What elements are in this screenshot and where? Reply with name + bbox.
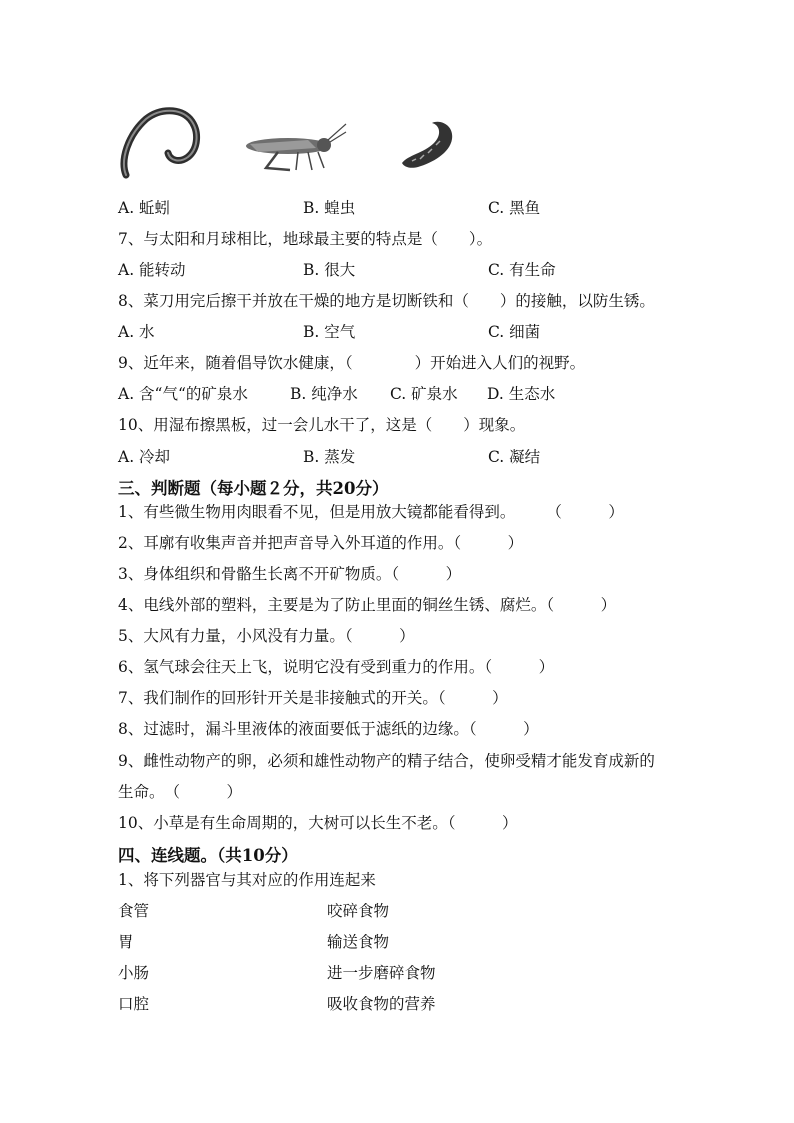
q9-option-d[interactable]: D. 生态水 — [487, 385, 556, 403]
question-9: 9、近年来，随着倡导饮水健康，（ ）开始进入人们的视野。 — [118, 354, 586, 372]
q7-option-c[interactable]: C. 有生命 — [488, 261, 556, 279]
q8-option-b[interactable]: B. 空气 — [303, 323, 356, 341]
matching-instruction: 1、将下列器官与其对应的作用连起来 — [118, 871, 376, 889]
q9-option-c[interactable]: C. 矿泉水 — [390, 385, 458, 403]
q10-option-c[interactable]: C. 凝结 — [488, 448, 541, 466]
judge-item-2: 2、耳廓有收集声音并把声音导入外耳道的作用。（ ） — [118, 534, 524, 552]
section-4-title: 四、连线题。（共10分） — [118, 846, 298, 865]
judge-item-7: 7、我们制作的回形针开关是非接触式的开关。（ ） — [118, 689, 508, 707]
judge-item-9-continued: 生命。 （ ） — [118, 783, 243, 801]
q8-option-c[interactable]: C. 细菌 — [488, 323, 541, 341]
judge-item-8: 8、过滤时，漏斗里液体的液面要低于滤纸的边缘。（ ） — [118, 720, 539, 738]
q7-option-a[interactable]: A. 能转动 — [118, 261, 186, 279]
judge-item-6: 6、氢气球会往天上飞，说明它没有受到重力的作用。（ ） — [118, 658, 555, 676]
organ-item[interactable]: 胃 — [118, 933, 134, 951]
judge-item-4: 4、电线外部的塑料，主要是为了防止里面的铜丝生锈、腐烂。（ ） — [118, 596, 617, 614]
q6-option-a[interactable]: A. 蚯蚓 — [118, 199, 171, 217]
judge-item-1: 1、有些微生物用肉眼看不见，但是用放大镜都能看得到。 （ ） — [118, 503, 624, 521]
q7-option-b[interactable]: B. 很大 — [303, 261, 356, 279]
grasshopper-image — [238, 120, 348, 180]
question-7: 7、与太阳和月球相比，地球最主要的特点是（ ）。 — [118, 230, 493, 248]
judge-item-10: 10、小草是有生命周期的，大树可以长生不老。（ ） — [118, 814, 518, 832]
function-item[interactable]: 输送食物 — [327, 933, 390, 951]
q8-option-a[interactable]: A. 水 — [118, 323, 155, 341]
q6-option-c[interactable]: C. 黑鱼 — [488, 199, 541, 217]
section-3-title: 三、判断题（每小题２分，共20分） — [118, 479, 389, 498]
organ-item[interactable]: 口腔 — [118, 995, 150, 1013]
q9-option-b[interactable]: B. 纯净水 — [290, 385, 358, 403]
organ-item[interactable]: 食管 — [118, 902, 150, 920]
judge-item-5: 5、大风有力量，小风没有力量。（ ） — [118, 627, 415, 645]
function-item[interactable]: 进一步磨碎食物 — [327, 964, 436, 982]
q9-option-a[interactable]: A. 含“气“的矿泉水 — [118, 385, 248, 403]
judge-item-3: 3、身体组织和骨骼生长离不开矿物质。（ ） — [118, 565, 462, 583]
judge-item-9: 9、雌性动物产的卵，必须和雄性动物产的精子结合，使卵受精才能发育成新的 — [118, 752, 655, 770]
question-10: 10、用湿布擦黑板，过一会儿水干了，这是（ ）现象。 — [118, 416, 526, 434]
organ-item[interactable]: 小肠 — [118, 964, 150, 982]
q6-option-b[interactable]: B. 蝗虫 — [303, 199, 356, 217]
function-item[interactable]: 咬碎食物 — [327, 902, 390, 920]
function-item[interactable]: 吸收食物的营养 — [327, 995, 436, 1013]
question-8: 8、菜刀用完后擦干并放在干燥的地方是切断铁和（ ）的接触，以防生锈。 — [118, 292, 655, 310]
animal-images — [118, 100, 478, 180]
earthworm-image — [118, 105, 203, 180]
q10-option-a[interactable]: A. 冷却 — [118, 448, 171, 466]
q10-option-b[interactable]: B. 蒸发 — [303, 448, 356, 466]
blackfish-image — [398, 115, 458, 170]
